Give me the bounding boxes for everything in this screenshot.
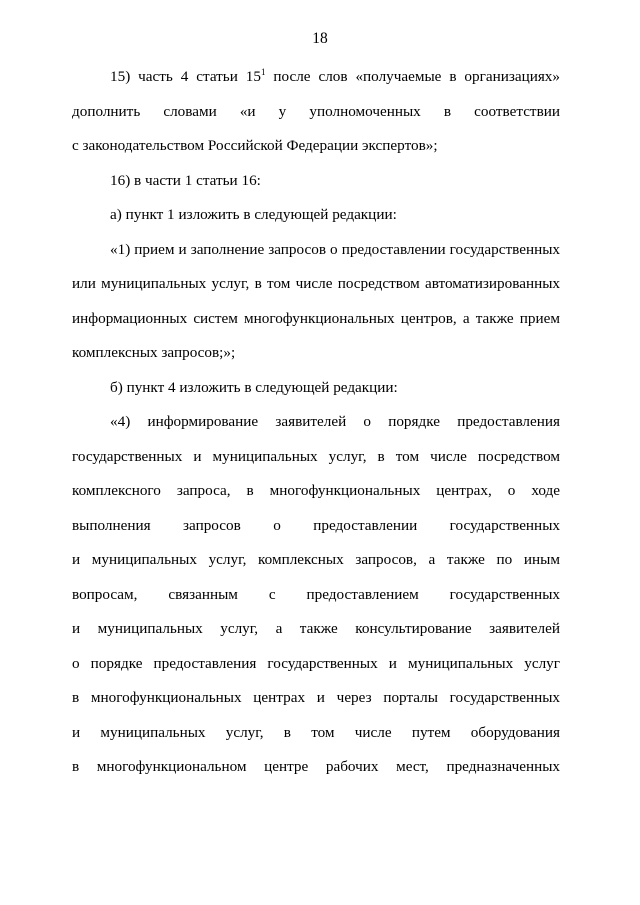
text-line: комплексного запроса, в многофункциональных центрах, о ходе bbox=[72, 482, 560, 499]
text-line bbox=[110, 67, 560, 87]
text-line: выполнения запросов о предоставлении государственных bbox=[72, 517, 560, 534]
text-line: информационных систем многофункциональных центров, а также прием bbox=[72, 310, 560, 327]
text-line: комплексных запросов;»; bbox=[72, 344, 236, 361]
text-line: или муниципальных услуг, в том числе посредством автоматизированных bbox=[72, 275, 560, 292]
text-line: вопросам, связанным с предоставлением государственных bbox=[72, 586, 560, 603]
text-line: в многофункциональных центрах и через порталы государственных bbox=[72, 689, 560, 706]
text-line-part: после слов «получаемые в организациях» bbox=[265, 68, 560, 85]
text-line: о порядке предоставления государственных и муниципальных услуг bbox=[72, 655, 560, 672]
superscript: 1 bbox=[260, 67, 266, 77]
text-line: а) пункт 1 изложить в следующей редакции: bbox=[110, 206, 397, 223]
text-line: в многофункциональном центре рабочих мест, предназначенных bbox=[72, 758, 560, 775]
text-line: «1) прием и заполнение запросов о предоставлении государственных bbox=[110, 241, 560, 258]
page-number: 18 bbox=[312, 30, 328, 47]
text-line: б) пункт 4 изложить в следующей редакции: bbox=[110, 379, 398, 396]
text-line: дополнить словами «и у уполномоченных в соответствии bbox=[72, 103, 560, 120]
text-line: государственных и муниципальных услуг, в том числе посредством bbox=[72, 448, 560, 465]
text-line: и муниципальных услуг, в том числе путем оборудования bbox=[72, 724, 560, 741]
text-line: и муниципальных услуг, а также консультирование заявителей bbox=[72, 620, 560, 637]
text-line: 16) в части 1 статьи 16: bbox=[110, 172, 261, 189]
text-line: «4) информирование заявителей о порядке предоставления bbox=[110, 413, 560, 430]
text-line-part: 15) часть 4 статьи 15 bbox=[110, 68, 261, 85]
text-line: с законодательством Российской Федерации экспертов»; bbox=[72, 137, 438, 154]
text-line: и муниципальных услуг, комплексных запросов, а также по иным bbox=[72, 551, 560, 568]
